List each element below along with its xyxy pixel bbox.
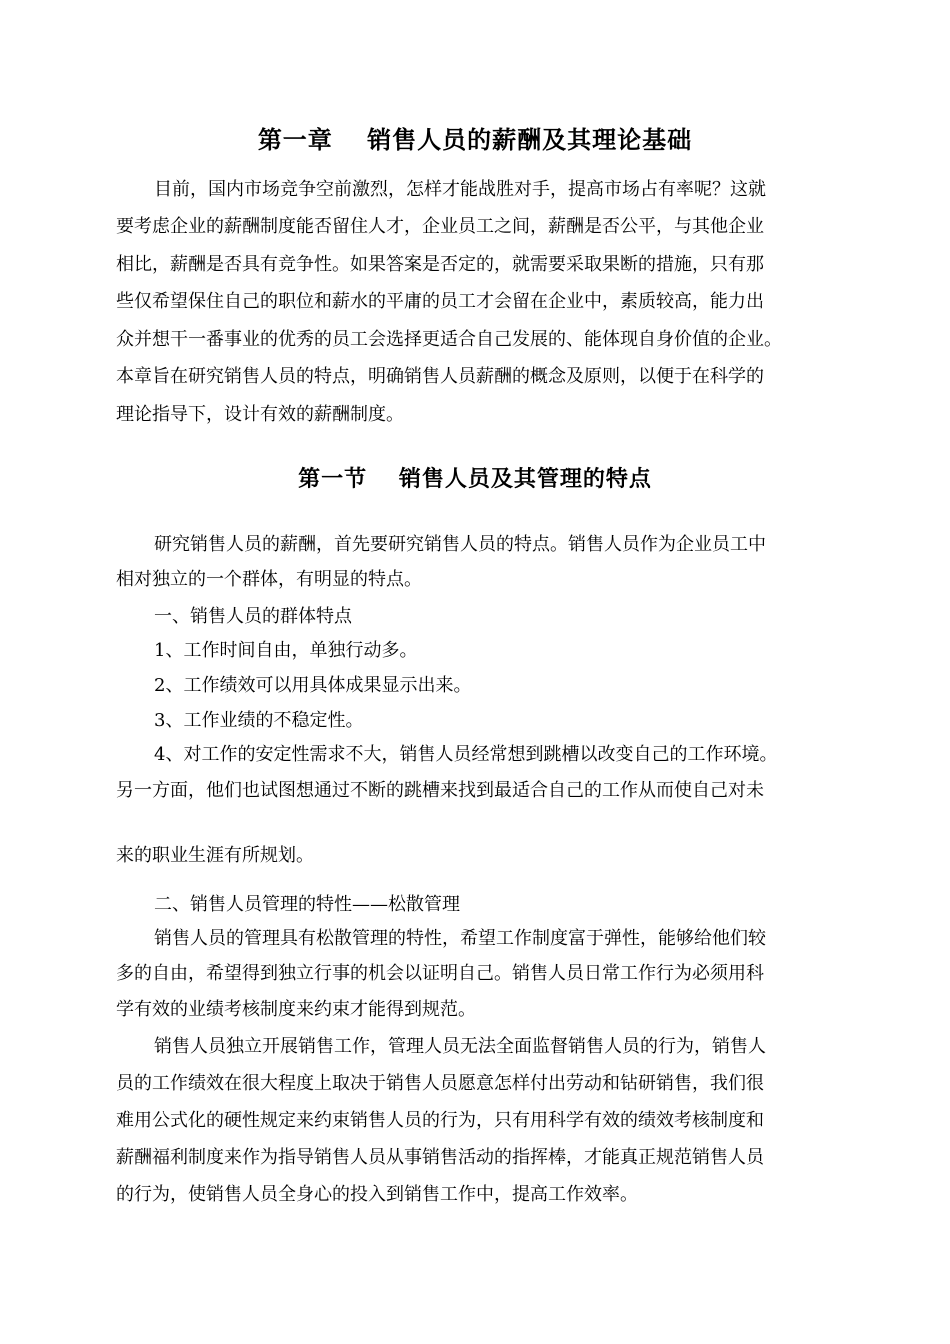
- list-item-continuation: 另一方面，他们也试图想通过不断的跳槽来找到最适合自己的工作从而使自己对未: [116, 780, 764, 801]
- subheading-management-traits: 二、销售人员管理的特性——松散管理: [154, 894, 460, 915]
- section-title: 第一节 销售人员及其管理的特点: [298, 466, 652, 492]
- paragraph-line: 的行为，使销售人员全身心的投入到销售工作中，提高工作效率。: [116, 1184, 638, 1205]
- intro-paragraph-line: 些仅希望保住自己的职位和薪水的平庸的员工才会留在企业中，素质较高，能力出: [116, 291, 764, 312]
- paragraph-line: 销售人员的管理具有松散管理的特性，希望工作制度富于弹性，能够给他们较: [154, 928, 766, 949]
- list-item: 2、工作绩效可以用具体成果显示出来。: [154, 675, 472, 696]
- paragraph-line: 难用公式化的硬性规定来约束销售人员的行为，只有用科学有效的绩效考核制度和: [116, 1110, 764, 1131]
- intro-paragraph-line: 本章旨在研究销售人员的特点，明确销售人员薪酬的概念及原则，以便于在科学的: [116, 366, 764, 387]
- paragraph-line: 薪酬福利制度来作为指导销售人员从事销售活动的指挥棒，才能真正规范销售人员: [116, 1147, 764, 1168]
- intro-paragraph-line: 相比，薪酬是否具有竞争性。如果答案是否定的，就需要采取果断的措施，只有那: [116, 254, 764, 275]
- paragraph-line: 多的自由，希望得到独立行事的机会以证明自己。销售人员日常工作行为必须用科: [116, 963, 764, 984]
- chapter-title: 第一章 销售人员的薪酬及其理论基础: [257, 125, 693, 154]
- paragraph-line: 研究销售人员的薪酬，首先要研究销售人员的特点。销售人员作为企业员工中: [154, 534, 766, 555]
- list-item: 1、工作时间自由，单独行动多。: [154, 640, 418, 661]
- paragraph-line: 员的工作绩效在很大程度上取决于销售人员愿意怎样付出劳动和钻研销售，我们很: [116, 1073, 764, 1094]
- list-item: 3、工作业绩的不稳定性。: [154, 710, 364, 731]
- paragraph-line: 销售人员独立开展销售工作，管理人员无法全面监督销售人员的行为，销售人: [154, 1036, 766, 1057]
- list-item-continuation: 来的职业生涯有所规划。: [116, 845, 314, 866]
- list-item: 4、对工作的安定性需求不大，销售人员经常想到跳槽以改变自己的工作环境。: [154, 744, 778, 765]
- intro-paragraph-line: 要考虑企业的薪酬制度能否留住人才，企业员工之间，薪酬是否公平，与其他企业: [116, 216, 764, 237]
- intro-paragraph-line: 理论指导下，设计有效的薪酬制度。: [116, 404, 404, 425]
- intro-paragraph-line: 众并想干一番事业的优秀的员工会选择更适合自己发展的、能体现自身价值的企业。: [116, 329, 782, 350]
- paragraph-line: 相对独立的一个群体，有明显的特点。: [116, 569, 422, 590]
- subheading-group-traits: 一、销售人员的群体特点: [154, 606, 352, 627]
- paragraph-line: 学有效的业绩考核制度来约束才能得到规范。: [116, 999, 476, 1020]
- intro-paragraph-line: 目前，国内市场竞争空前激烈，怎样才能战胜对手，提高市场占有率呢？这就: [154, 179, 766, 200]
